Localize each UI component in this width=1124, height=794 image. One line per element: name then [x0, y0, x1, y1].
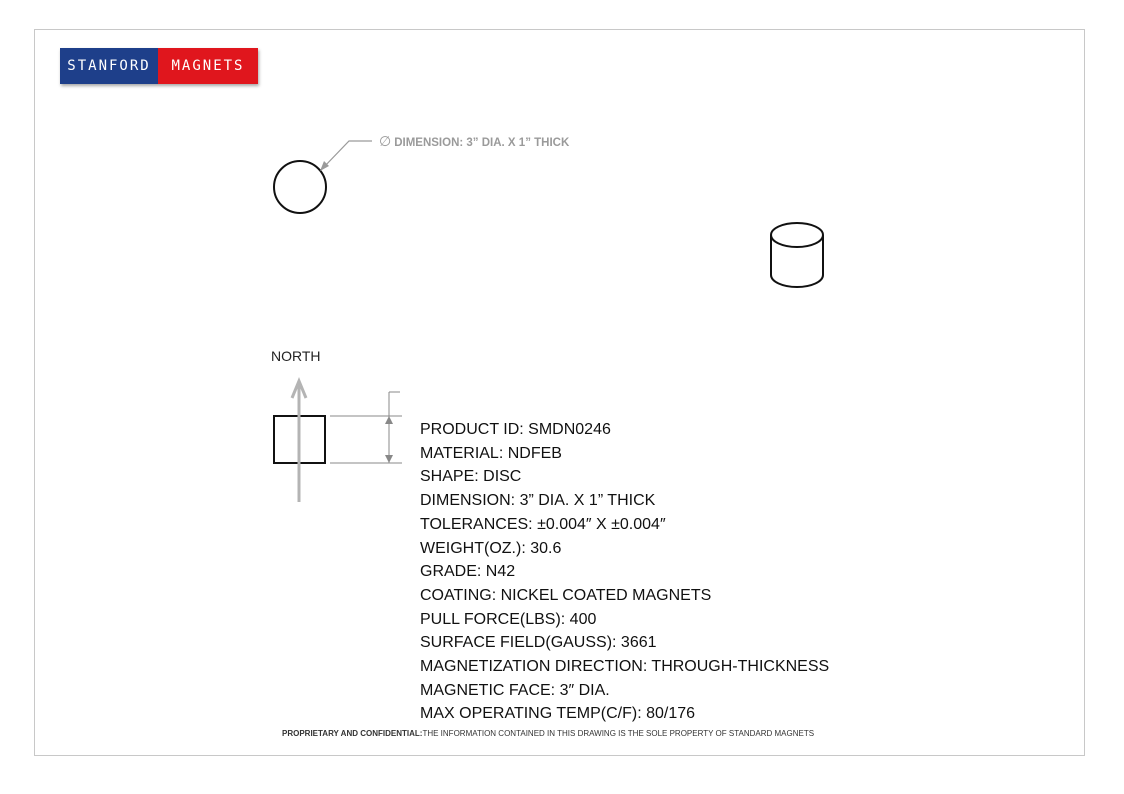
top-view-circle — [274, 161, 326, 213]
spec-list — [420, 418, 829, 726]
spec-material: MATERIAL: NDFEB — [420, 444, 562, 462]
spec-coating: COATING: NICKEL COATED MAGNETS — [420, 586, 712, 604]
callout-text: DIMENSION: 3” DIA. X 1” THICK — [394, 137, 570, 149]
spec-product-id: PRODUCT ID: SMDN0246 — [420, 421, 611, 438]
confidentiality-footer — [282, 729, 814, 738]
spec-grade: GRADE: N42 — [420, 563, 516, 581]
callout-leader-line — [323, 141, 372, 168]
spec-max-operating-temp: MAX OPERATING TEMP(C/F): 80/176 — [420, 705, 696, 723]
spec-weight: WEIGHT(OZ.): 30.6 — [420, 539, 562, 557]
spec-pull-force: PULL FORCE(LBS): 400 — [420, 610, 597, 628]
dimension-arrow-bottom — [385, 455, 393, 463]
spec-surface-field: SURFACE FIELD(GAUSS): 3661 — [420, 634, 657, 652]
diameter-symbol-icon: ∅ — [379, 133, 392, 149]
logo-stanford-text: STANFORD — [60, 48, 158, 84]
footer-bold-label: PROPRIETARY AND CONFIDENTIAL: — [282, 729, 423, 738]
footer-text: THE INFORMATION CONTAINED IN THIS DRAWING IS THE SOLE PROPERTY OF STANDARD MAGNETS — [422, 729, 815, 738]
spec-shape: SHAPE: DISC — [420, 468, 522, 486]
isometric-cylinder-view — [771, 223, 823, 287]
spec-magnetization-direction: MAGNETIZATION DIRECTION: THROUGH-THICKNESS — [420, 658, 830, 676]
dimension-callout — [379, 133, 569, 150]
north-label: NORTH — [271, 348, 321, 364]
spec-magnetic-face: MAGNETIC FACE: 3″ DIA. — [420, 681, 610, 699]
thickness-dimension — [330, 392, 402, 463]
spec-dimension: DIMENSION: 3” DIA. X 1” THICK — [420, 492, 656, 510]
spec-tolerances: TOLERANCES: ±0.004″ X ±0.004″ — [420, 515, 666, 533]
dimension-arrow-top — [385, 416, 393, 424]
logo-magnets-text: MAGNETS — [158, 48, 258, 84]
